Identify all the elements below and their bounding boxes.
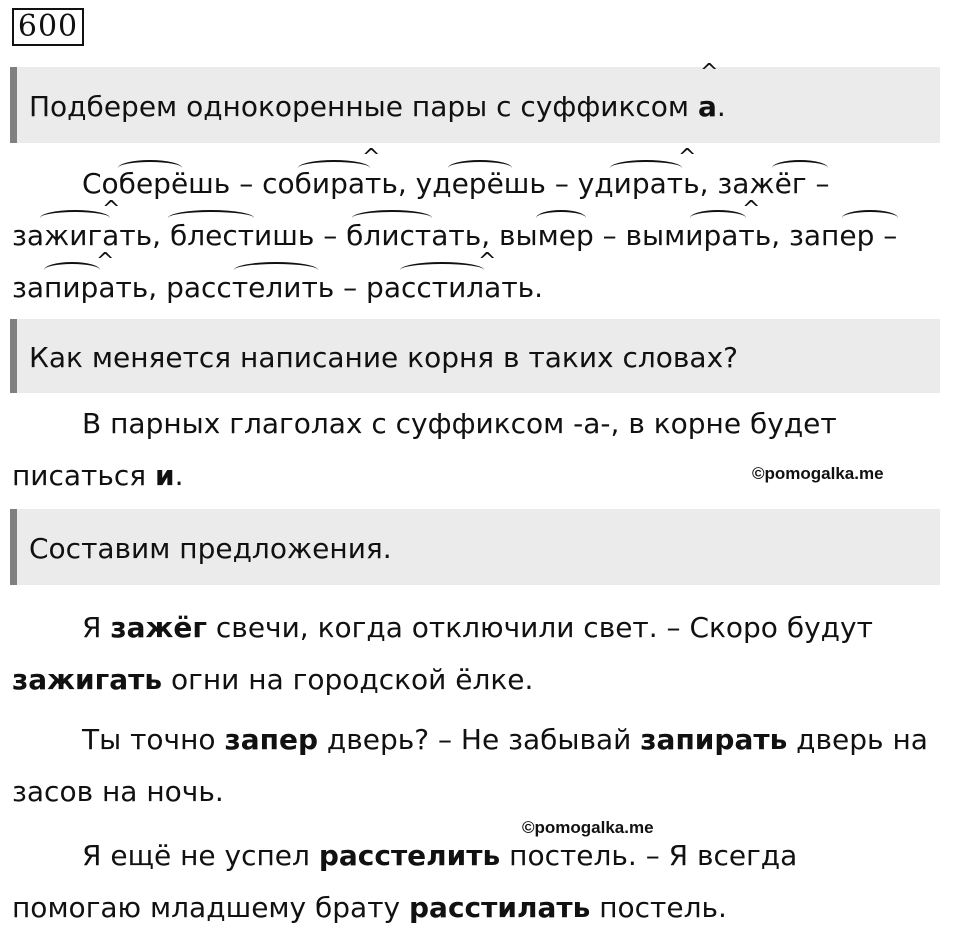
answer-paragraph	[12, 398, 932, 502]
answer-text	[12, 398, 872, 502]
root-arc	[842, 210, 898, 226]
sentence-text: постель.	[590, 891, 727, 924]
sentence-2	[12, 714, 932, 818]
root-arc	[118, 160, 182, 176]
sentence-text: постель. – Я всегда помогаю младшему брату	[12, 839, 798, 924]
root-arc	[234, 262, 318, 278]
exercise-number: 600	[12, 8, 84, 46]
section-heading-sentences	[10, 509, 940, 585]
root-arc	[536, 210, 586, 226]
suffix-mark-icon: ^	[96, 249, 115, 274]
key-word: расстелить	[318, 839, 501, 872]
key-word: зажёг	[110, 611, 208, 644]
suffix-letter: а	[697, 90, 717, 123]
suffix-mark-icon: ^	[362, 145, 381, 170]
sentence-text: Ты точно	[82, 723, 225, 756]
sentence-text: Я	[82, 611, 111, 644]
section-heading-question	[10, 319, 940, 393]
pairs-line-1: Соберёшь – собирать, удерёшь – удирать, зажёг –	[82, 167, 830, 200]
root-arc	[690, 210, 746, 226]
root-arc	[772, 160, 828, 176]
question-text: Как меняется написание корня в таких словах?	[29, 341, 739, 374]
sentence-3	[12, 830, 932, 934]
key-word: расстилать	[409, 891, 591, 924]
root-arc	[298, 160, 370, 176]
sentence-text: дверь на засов на ночь.	[12, 723, 928, 808]
suffix-mark-icon: ^	[478, 249, 497, 274]
pairs-line-2: зажигать, блестишь – блистать, вымер – вымирать, запер –	[12, 219, 898, 252]
suffix-letter-with-mark	[697, 60, 719, 147]
key-word: запер	[224, 723, 318, 756]
section-heading-suffix	[10, 60, 940, 143]
root-arc	[352, 210, 432, 226]
heading-end: .	[716, 90, 726, 123]
sentence-text: свечи, когда отключили свет. – Скоро будут	[207, 611, 873, 644]
root-arc	[168, 210, 254, 226]
root-arc	[400, 262, 484, 278]
pairs-line-3: запирать, расстелить – расстилать.	[12, 271, 544, 304]
answer-letter: и	[155, 459, 175, 492]
sentence-text: огни на городской ёлке.	[162, 663, 534, 696]
root-arc	[44, 262, 100, 278]
watermark: ©pomogalka.me	[522, 818, 654, 837]
watermark: ©pomogalka.me	[752, 464, 884, 483]
suffix-mark-icon: ^	[102, 197, 121, 222]
sentence-text: дверь? – Не забывай	[317, 723, 641, 756]
suffix-mark-icon: ^	[699, 60, 719, 85]
sentence-text: Я ещё не успел	[82, 839, 319, 872]
answer-end: .	[174, 459, 184, 492]
key-word: зажигать	[12, 663, 163, 696]
answer-body: В парных глаголах с суффиксом -а-, в корне будет писаться	[12, 407, 837, 492]
root-arc	[610, 160, 682, 176]
sentence-1	[12, 602, 932, 706]
suffix-mark-icon: ^	[678, 145, 697, 170]
word-pairs	[12, 158, 932, 314]
key-word: запирать	[640, 723, 788, 756]
heading-text: Подберем однокоренные пары с суффиксом	[29, 90, 698, 123]
sentences-heading-text: Составим предложения.	[29, 532, 392, 565]
root-arc	[40, 210, 110, 226]
suffix-mark-icon: ^	[742, 197, 761, 222]
root-arc	[448, 160, 512, 176]
